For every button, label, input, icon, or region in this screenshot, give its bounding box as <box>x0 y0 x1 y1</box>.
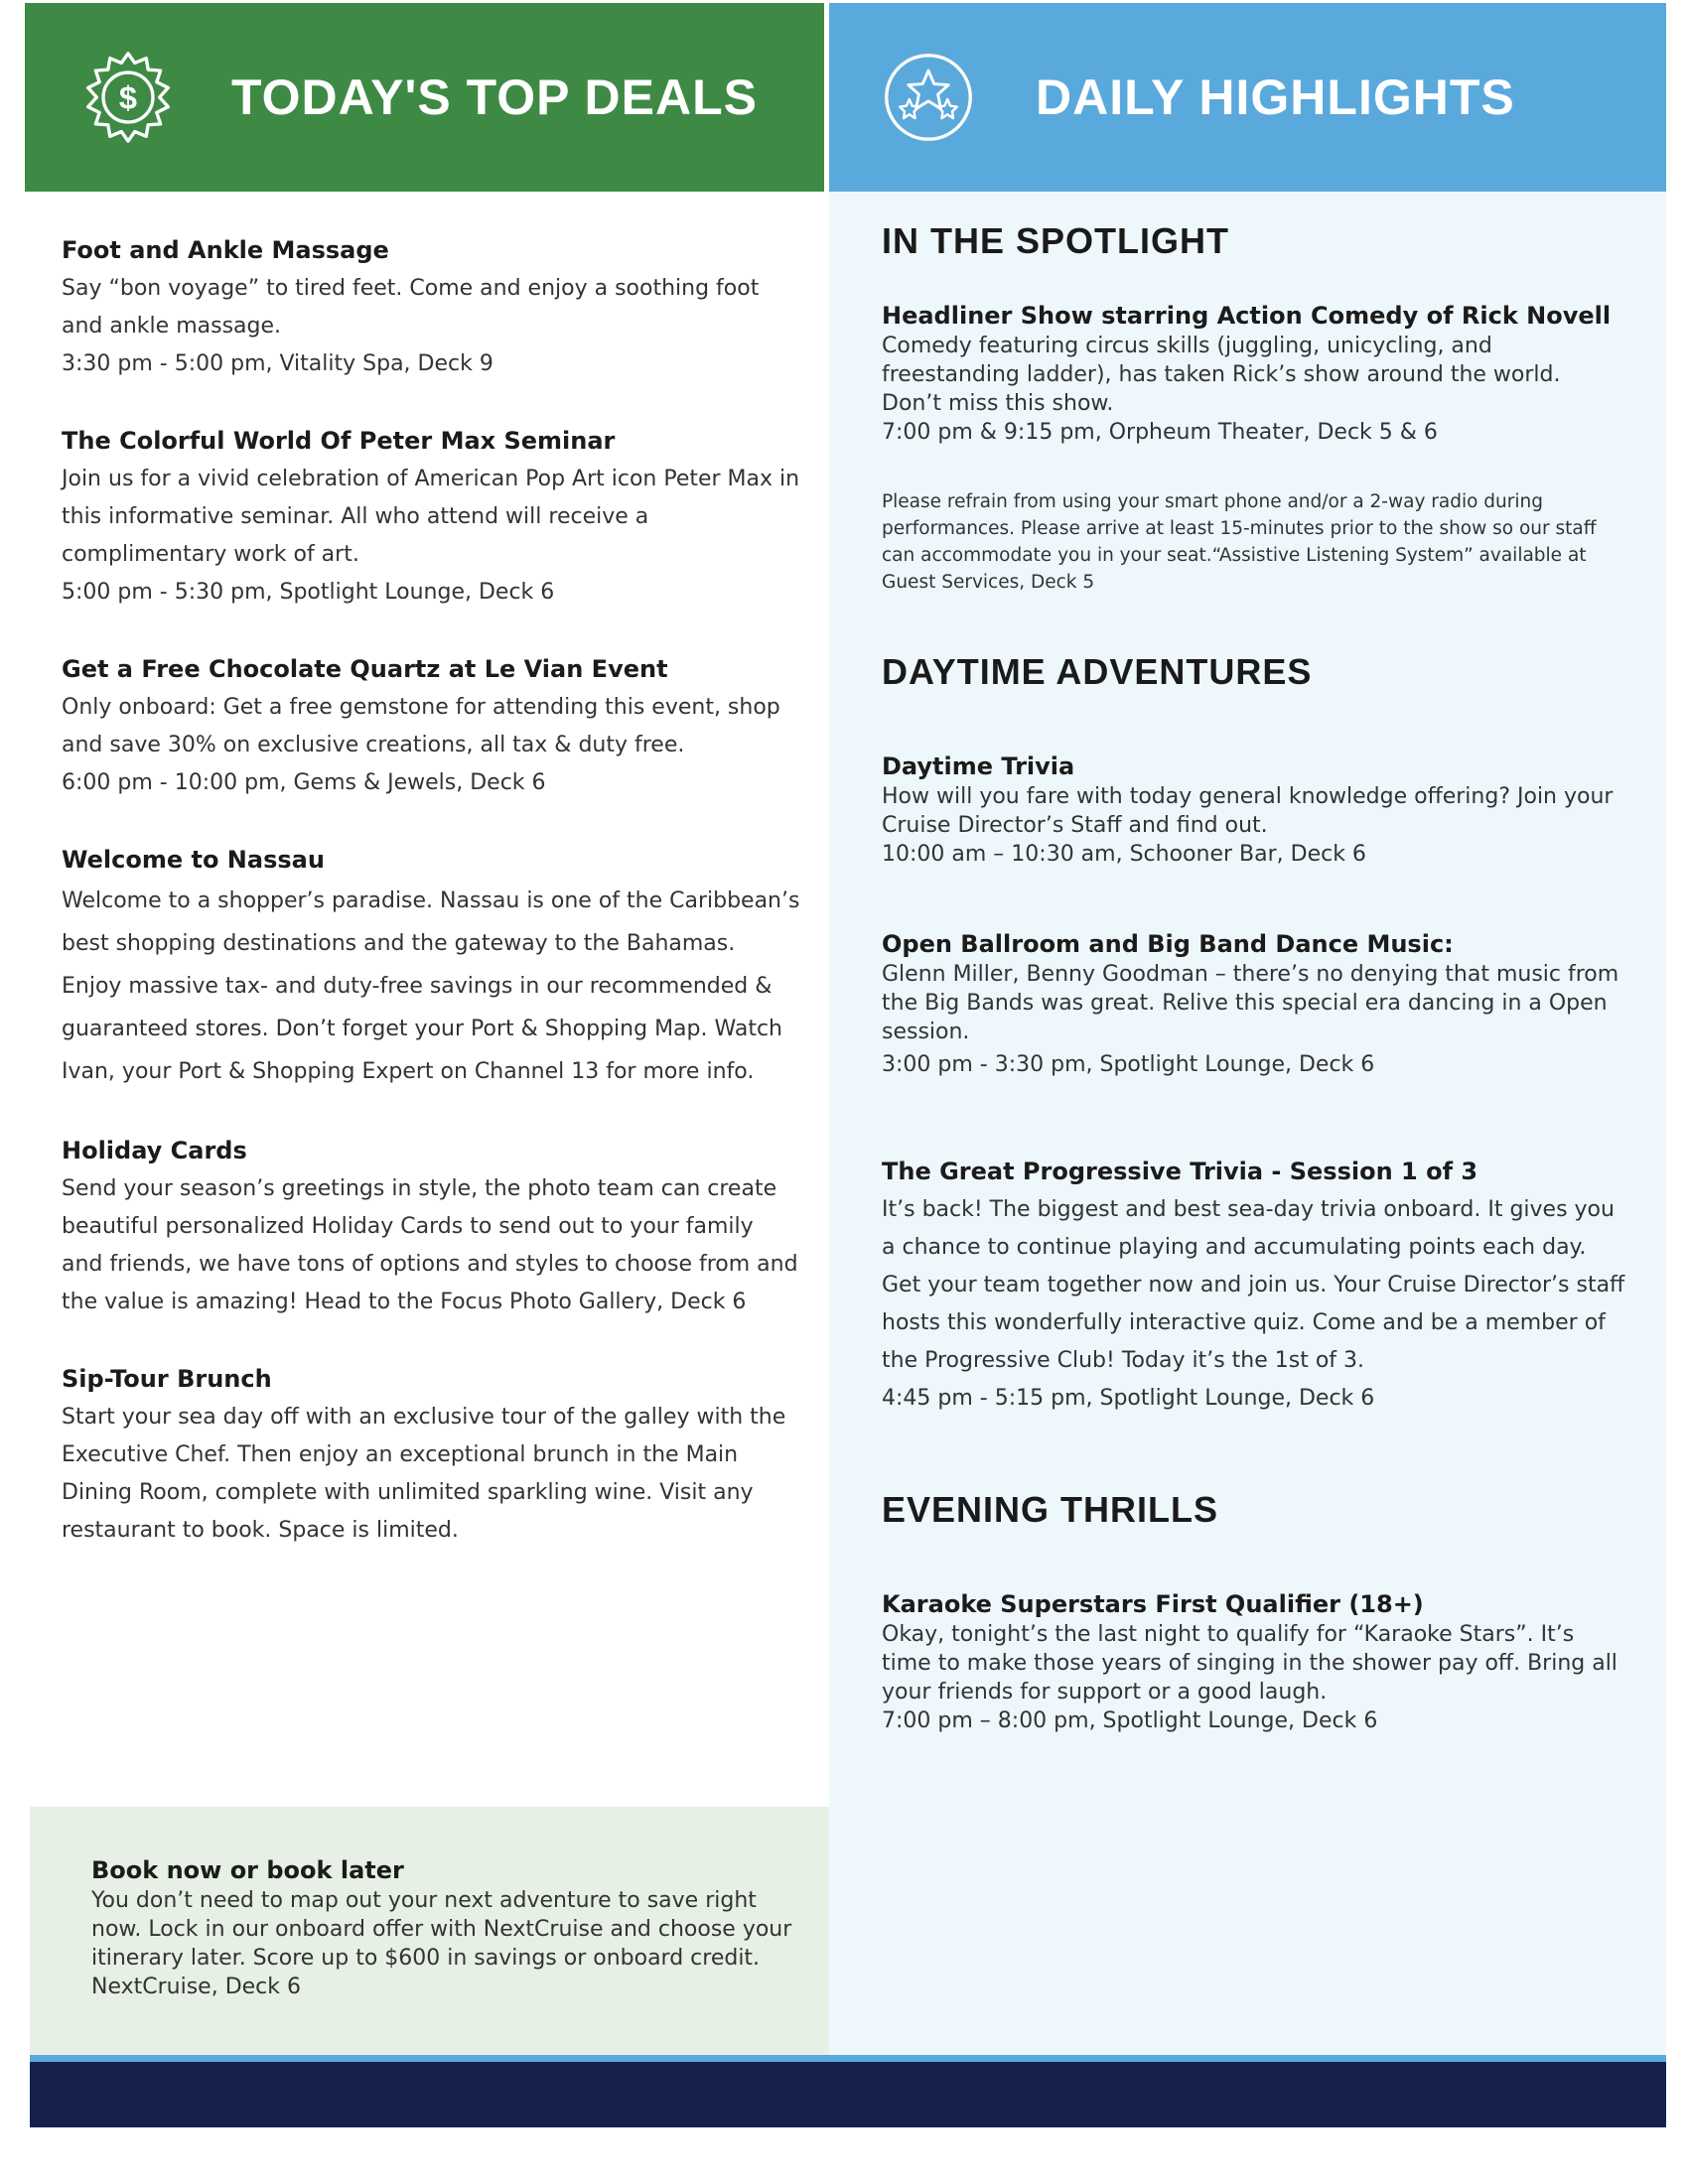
show-notice: Please refrain from using your smart phone and/or a 2-way radio during performances. Please arrive at least 15-minutes prior to the show so our staff can accommodate you in your seat.“Assistive Listening System” available at Guest Services, Deck 5 <box>882 491 1597 593</box>
stars-badge-icon <box>881 50 976 145</box>
evening-item <box>882 1590 1626 1735</box>
deal-item <box>62 1365 801 1550</box>
daytime-item <box>882 1158 1626 1418</box>
deal-body: Start your sea day off with an exclusive tour of the galley with the Executive Chef. Then enjoy an exceptional brunch in the Main Dining Room, complete with unlimited sparkling wine. Visit any restaurant to book. Space is limited. <box>62 1405 786 1543</box>
promo-body: You don’t need to map out your next adventure to save right now. Lock in our onboard offer with NextCruise and choose your itinerary later. Score up to $600 in savings or onboard credit. <box>91 1888 792 1971</box>
deal-item <box>62 236 801 383</box>
daytime-time: 3:00 pm - 3:30 pm, Spotlight Lounge, Deck 6 <box>882 1052 1375 1077</box>
evening-time: 7:00 pm – 8:00 pm, Spotlight Lounge, Deck 6 <box>882 1708 1378 1733</box>
deals-title: TODAY'S TOP DEALS <box>231 69 758 125</box>
deal-body: Join us for a vivid celebration of American Pop Art icon Peter Max in this informative seminar. All who attend will receive a complimentary work of art. <box>62 467 800 567</box>
deals-header <box>25 3 824 192</box>
daytime-body: How will you fare with today general knowledge offering? Join your Cruise Director’s Staff and find out. <box>882 784 1614 838</box>
deal-time: 5:00 pm - 5:30 pm, Spotlight Lounge, Deck 6 <box>62 580 555 605</box>
deal-time: 6:00 pm - 10:00 pm, Gems & Jewels, Deck 6 <box>62 770 546 795</box>
deal-title: Foot and Ankle Massage <box>62 236 389 264</box>
deal-body: Say “bon voyage” to tired feet. Come and enjoy a soothing foot and ankle massage. <box>62 276 760 339</box>
footer-bar <box>30 2062 1666 2127</box>
evening-heading: EVENING THRILLS <box>882 1489 1219 1530</box>
spotlight-item <box>882 302 1626 447</box>
spotlight-body: Comedy featuring circus skills (juggling, unicycling, and freestanding ladder), has taken Rick’s show around the world. Don’t miss this show. <box>882 334 1561 416</box>
daytime-time: 4:45 pm - 5:15 pm, Spotlight Lounge, Deck 6 <box>882 1386 1375 1411</box>
deal-title: Get a Free Chocolate Quartz at Le Vian Event <box>62 655 668 683</box>
spotlight-heading: IN THE SPOTLIGHT <box>882 220 1230 261</box>
deal-item <box>62 655 801 802</box>
daytime-item <box>882 752 1626 869</box>
deal-item <box>62 1137 801 1321</box>
highlights-header <box>829 3 1666 192</box>
highlights-title: DAILY HIGHLIGHTS <box>1036 69 1515 125</box>
deal-time: 3:30 pm - 5:00 pm, Vitality Spa, Deck 9 <box>62 351 493 376</box>
daytime-time: 10:00 am – 10:30 am, Schooner Bar, Deck 6 <box>882 842 1366 867</box>
footer-accent-line <box>30 2055 1666 2062</box>
evening-body: Okay, tonight’s the last night to qualify for “Karaoke Stars”. It’s time to make those years of singing in the shower pay off. Bring all your friends for support or a good laugh. <box>882 1622 1618 1705</box>
evening-title: Karaoke Superstars First Qualifier (18+) <box>882 1590 1424 1618</box>
daytime-title: Daytime Trivia <box>882 752 1075 780</box>
deal-item <box>62 427 801 612</box>
deal-body: Only onboard: Get a free gemstone for attending this event, shop and save 30% on exclusive creations, all tax & duty free. <box>62 695 780 757</box>
promo-location: NextCruise, Deck 6 <box>91 1975 301 1999</box>
dollar-badge-icon <box>80 50 176 145</box>
daytime-title: The Great Progressive Trivia - Session 1 of 3 <box>882 1158 1478 1185</box>
deal-body: Send your season’s greetings in style, the photo team can create beautiful personalized Holiday Cards to send out to your family and friends, we have tons of options and styles to choose from and the value is amazing! Head to the Focus Photo Gallery, Deck 6 <box>62 1176 798 1314</box>
daytime-heading: DAYTIME ADVENTURES <box>882 651 1313 692</box>
daytime-title: Open Ballroom and Big Band Dance Music: <box>882 930 1454 958</box>
deal-item <box>62 846 801 1093</box>
spotlight-title: Headliner Show starring Action Comedy of Rick Novell <box>882 302 1612 330</box>
deal-title: The Colorful World Of Peter Max Seminar <box>62 427 616 455</box>
promo-box <box>30 1807 829 2055</box>
daytime-item <box>882 930 1626 1084</box>
daytime-body: It’s back! The biggest and best sea-day trivia onboard. It gives you a chance to continue playing and accumulating points each day. Get your team together now and join us. Your Cruise Director’s staff hosts this wonderfully interactive quiz. Come and be a member of the Progressive Club! Today it’s the 1st of 3. <box>882 1197 1625 1373</box>
promo-title: Book now or book later <box>91 1856 404 1884</box>
deal-body: Welcome to a shopper’s paradise. Nassau is one of the Caribbean’s best shopping destinations and the gateway to the Bahamas. Enjoy massive tax- and duty-free savings in our recommended & guaranteed stores. Don’t forget your Port & Shopping Map. Watch Ivan, your Port & Shopping Expert on Channel 13 for more info. <box>62 888 800 1084</box>
deals-list <box>62 236 801 1593</box>
svg-text:$: $ <box>118 78 138 116</box>
deal-title: Holiday Cards <box>62 1137 247 1164</box>
spotlight-time: 7:00 pm & 9:15 pm, Orpheum Theater, Deck 5 & 6 <box>882 420 1438 445</box>
daytime-body: Glenn Miller, Benny Goodman – there’s no denying that music from the Big Bands was great. Relive this special era dancing in a Open session. <box>882 962 1619 1044</box>
deal-title: Sip-Tour Brunch <box>62 1365 272 1393</box>
deal-title: Welcome to Nassau <box>62 846 325 874</box>
highlights-list <box>882 220 1626 1779</box>
